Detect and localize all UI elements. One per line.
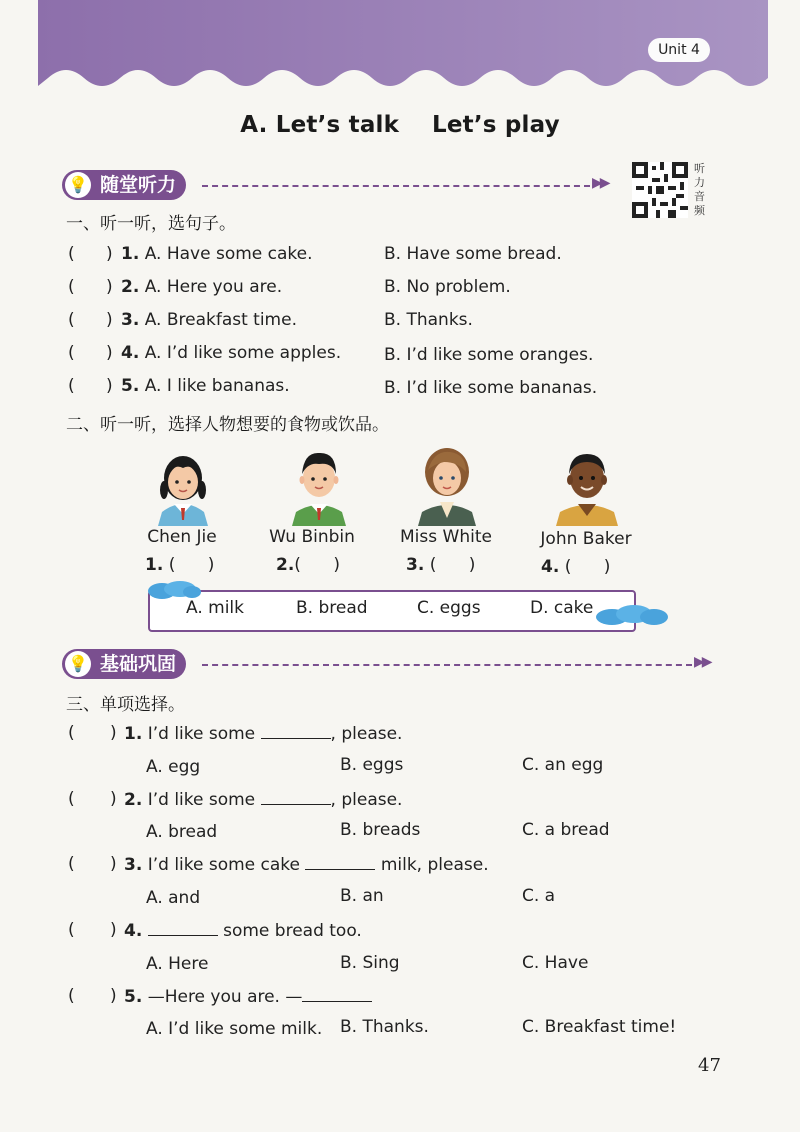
answer-paren[interactable]: ) xyxy=(110,854,117,874)
john-baker-illustration xyxy=(552,440,622,526)
answer-paren[interactable]: ( xyxy=(68,310,75,330)
answer-blank[interactable] xyxy=(261,789,331,805)
answer-paren[interactable]: ( xyxy=(68,343,75,363)
part2-heading: 二、听一听，选择人物想要的食物或饮品。 xyxy=(66,415,389,435)
part1-item-5: 5. A. I like bananas. xyxy=(121,376,290,396)
part1-item-3-b: B. Thanks. xyxy=(384,310,473,330)
section-basics-tag: 💡 基础巩固 xyxy=(62,649,186,679)
option: A. egg xyxy=(146,757,201,777)
option: B. an xyxy=(340,886,384,906)
miss-white-illustration xyxy=(414,438,480,526)
lightbulb-icon: 💡 xyxy=(65,651,91,677)
character-name: Chen Jie xyxy=(147,527,217,547)
answer-paren[interactable]: ) xyxy=(106,343,113,363)
option: C. Breakfast time! xyxy=(522,1017,677,1037)
answer-blank[interactable] xyxy=(261,723,331,739)
character-answer-2[interactable]: 2.( ) xyxy=(276,555,340,575)
part1-item-3: 3. A. Breakfast time. xyxy=(121,310,297,330)
food-option: C. eggs xyxy=(417,598,481,618)
section-divider xyxy=(202,664,692,666)
section-basics-header xyxy=(62,649,712,681)
answer-paren[interactable]: ) xyxy=(110,723,117,743)
part1-item-4: 4. A. I’d like some apples. xyxy=(121,343,342,363)
section-listening-header xyxy=(62,170,622,202)
food-option: B. bread xyxy=(296,598,368,618)
double-arrow-icon: ▶▶ xyxy=(592,175,608,191)
character-answer-4[interactable]: 4. ( ) xyxy=(541,557,611,577)
option: B. breads xyxy=(340,820,421,840)
cloud-icon xyxy=(146,580,202,600)
part1-heading: 一、听一听，选句子。 xyxy=(66,214,236,234)
wu-binbin-illustration xyxy=(286,440,352,526)
question-2: 2. I’d like some , please. xyxy=(124,790,403,810)
page-title: A. Let’s talk Let’s play xyxy=(240,112,560,138)
answer-paren[interactable]: ( xyxy=(68,376,75,396)
option: C. Have xyxy=(522,953,589,973)
question-3: 3. I’d like some cake milk, please. xyxy=(124,855,489,875)
answer-paren[interactable]: ( xyxy=(68,277,75,297)
option: B. Sing xyxy=(340,953,400,973)
food-option: A. milk xyxy=(186,598,244,618)
page-number: 47 xyxy=(698,1055,721,1076)
food-option: D. cake xyxy=(530,598,594,618)
option: A. Here xyxy=(146,954,209,974)
option: B. eggs xyxy=(340,755,404,775)
section-divider xyxy=(202,185,590,187)
answer-paren[interactable]: ) xyxy=(110,920,117,940)
answer-paren[interactable]: ( xyxy=(68,920,75,940)
part3-heading: 三、单项选择。 xyxy=(66,695,185,715)
question-1: 1. I’d like some , please. xyxy=(124,724,403,744)
character-answer-3[interactable]: 3. ( ) xyxy=(406,555,476,575)
qr-label: 听力音频 xyxy=(694,162,705,217)
question-5: 5. —Here you are. — xyxy=(124,986,372,1007)
answer-paren[interactable]: ) xyxy=(106,310,113,330)
answer-paren[interactable]: ( xyxy=(68,244,75,264)
answer-blank[interactable] xyxy=(148,920,218,936)
answer-paren[interactable]: ) xyxy=(106,244,113,264)
answer-paren[interactable]: ) xyxy=(106,376,113,396)
option: A. bread xyxy=(146,822,218,842)
character-name: Miss White xyxy=(400,527,492,547)
part1-item-2-b: B. No problem. xyxy=(384,277,511,297)
section-listening-tag: 💡 随堂听力 xyxy=(62,170,186,200)
answer-blank[interactable] xyxy=(305,854,375,870)
option: B. Thanks. xyxy=(340,1017,429,1037)
part1-item-5-b: B. I’d like some bananas. xyxy=(384,378,598,398)
part1-item-4-b: B. I’d like some oranges. xyxy=(384,345,594,365)
answer-paren[interactable]: ) xyxy=(106,277,113,297)
question-4: 4. some bread too. xyxy=(124,921,362,941)
double-arrow-icon: ▶▶ xyxy=(694,654,710,670)
part1-item-1-b: B. Have some bread. xyxy=(384,244,562,264)
answer-paren[interactable]: ( xyxy=(68,854,75,874)
part1-item-1: 1. A. Have some cake. xyxy=(121,244,313,264)
unit-badge: Unit 4 xyxy=(648,38,710,62)
answer-blank[interactable] xyxy=(302,986,372,1002)
option: C. a bread xyxy=(522,820,610,840)
part1-item-2: 2. A. Here you are. xyxy=(121,277,283,297)
option: A. I’d like some milk. xyxy=(146,1019,323,1039)
answer-paren[interactable]: ( xyxy=(68,789,75,809)
option: A. and xyxy=(146,888,201,908)
character-name: Wu Binbin xyxy=(269,527,355,547)
answer-paren[interactable]: ) xyxy=(110,789,117,809)
option: C. a xyxy=(522,886,556,906)
answer-paren[interactable]: ) xyxy=(110,986,117,1006)
cloud-icon xyxy=(594,604,670,628)
character-answer-1[interactable]: 1. ( ) xyxy=(145,555,215,575)
lightbulb-icon: 💡 xyxy=(65,172,91,198)
chen-jie-illustration xyxy=(150,442,216,526)
qr-code-icon[interactable] xyxy=(632,162,688,218)
answer-paren[interactable]: ( xyxy=(68,723,75,743)
option: C. an egg xyxy=(522,755,604,775)
character-name: John Baker xyxy=(540,529,632,549)
answer-paren[interactable]: ( xyxy=(68,986,75,1006)
